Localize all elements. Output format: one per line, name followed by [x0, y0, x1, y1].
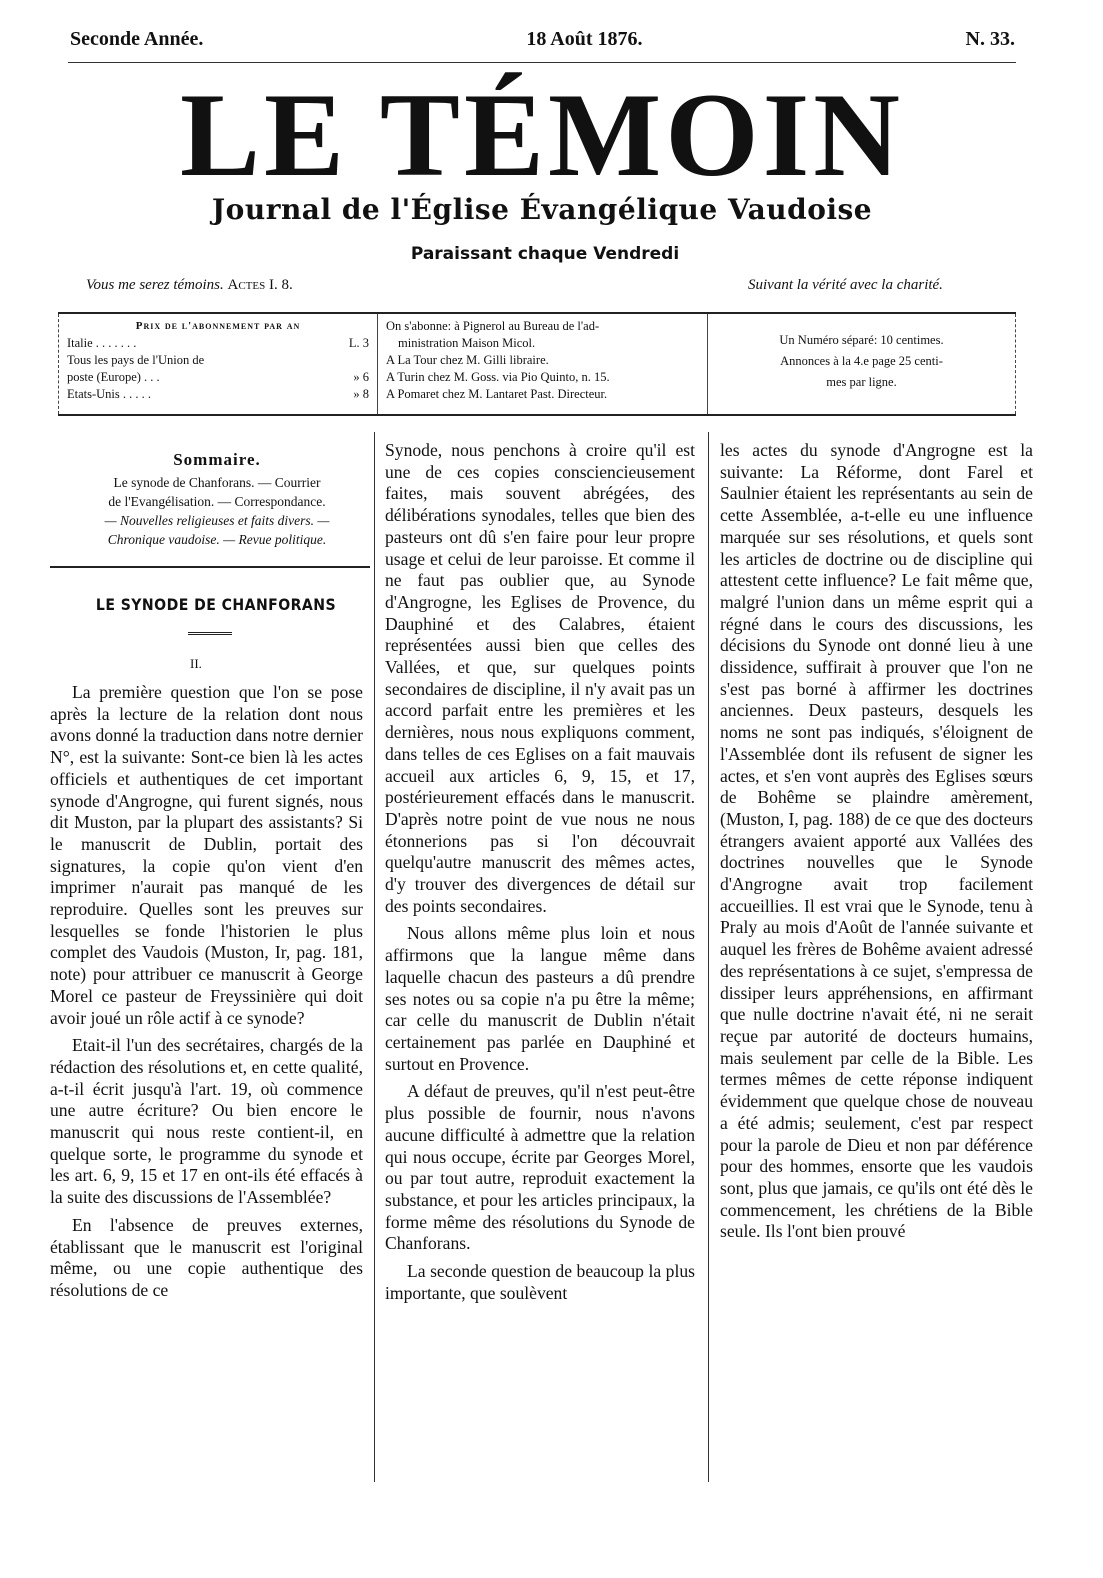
motto-right: Suivant la vérité avec la charité. [748, 277, 943, 293]
summary-heading: Sommaire. [173, 450, 261, 469]
office-line: A Pomaret chez M. Lantaret Past. Directeur. [386, 387, 608, 401]
price-label: Tous les pays de l'Union de [67, 353, 205, 367]
single-issue-price: Un Numéro séparé: 10 centimes. [779, 333, 944, 347]
office-line: ministration Maison Micol. [398, 336, 536, 350]
summary-box [68, 450, 366, 549]
edition-label: Seconde Année. [70, 28, 204, 50]
price-row [67, 386, 369, 403]
price-row [67, 369, 369, 386]
price-label: poste (Europe) . . . [67, 370, 160, 384]
office-line: A Turin chez M. Goss. via Pio Quinto, n. 15. [386, 370, 610, 384]
paragraph: La première question que l'on se pose après la lecture de la relation dont nous avons donné la traduction dans notre dernier N°, est la suivante: Sont-ce bien là les actes officiels et authentiques de cet important synode d'Angrogne, qui furent signés, nous dit Muston, par la plupart des assistants? Si le manuscrit de Dublin, portait des signatures, la copie qu'on vient d'en imprimer n'aurait pas manqué de les reproduire. Quelles sont les preuves sur lesquelles se fonde l'historien le plus complet des Vaudois (Muston, Ir, pag. 181, note) pour attribuer ce manuscrit à George Morel ce pasteur de Freyssinière qui doit avoir joué un rôle actif à ce synode? [50, 682, 363, 1028]
article-column-3 [720, 440, 1033, 1249]
paragraph: A défaut de preuves, qu'il n'est peut-être plus possible de fournir, nous n'avons aucune difficulté à admettre que la relation qui nous occupe, écrite par Georges Morel, ou par tout autre, reproduit exactement la substance, et pour les articles principaux, la forme même des résolutions du Synode de Chanforans. [385, 1081, 695, 1254]
summary-line: Chronique vaudoise. — Revue politique. [107, 532, 327, 547]
price-column [58, 314, 378, 414]
column-divider [374, 432, 375, 1482]
top-header-line [70, 28, 1015, 51]
paragraph: Etait-il l'un des secrétaires, chargés de la rédaction des résolutions et, en cette qualité, a-t-il écrit jusqu'à l'art. 19, où commence une autre écriture? Ou bien encore le manuscrit qui nous reste contient-il, en quelque sorte, le programme du synode et les art. 6, 9, 15 et 17 en ont-ils été effacés à la suite des discussions de l'Assemblée? [50, 1035, 363, 1208]
price-header: Prix de l'abonnement par an [135, 320, 301, 332]
motto-left [86, 277, 293, 294]
publication-frequency: Paraissant chaque Vendredi [410, 244, 680, 264]
price-value: L. 3 [348, 336, 369, 350]
paragraph: Synode, nous penchons à croire qu'il est une de ces copies consciencieusement faites, mais souvent abrégées, des délibérations synodales, telles que bien des pasteurs ont dû s'en faire pour leur propre usage et celui de leur paroisse. Et comme il ne faut pas oublier que, au Synode d'Angrogne, les Eglises de Provence, du Dauphiné et des Calabres, étaient représentées aussi bien que celles des Vallées, et que, sur quelques points secondaires de discipline, il n'y avait pas un accord parfait entre les premières et les dernières, nous nous expliquons comment, dans telles de ces Eglises on a fait mauvais accueil aux articles 6, 9, 15, et 17, postérieurement effacés dans le manuscrit. D'après notre point de vue nous ne nous étonnerions pas si l'on découvrait quelqu'autre manuscrit des mêmes actes, d'y trouver des divergences de détail sur des points secondaires. [385, 440, 695, 916]
price-row [67, 352, 369, 369]
article-column-1 [50, 682, 363, 1308]
summary-rule [50, 566, 370, 568]
offices-column [378, 314, 708, 414]
office-line: A La Tour chez M. Gilli libraire. [386, 353, 549, 367]
summary-line: — Nouvelles religieuses et faits divers. — [104, 513, 330, 528]
header-rule [68, 62, 1016, 63]
office-line: On s'abonne: à Pignerol au Bureau de l'ad- [386, 319, 600, 333]
price-row [67, 335, 369, 352]
newspaper-title: LE TÉMOIN [180, 68, 904, 201]
subscription-box [58, 312, 1016, 416]
price-label: Italie . . . . . . . [67, 336, 137, 350]
article-title: LE SYNODE DE CHANFORANS [95, 595, 337, 614]
paragraph: Nous allons même plus loin et nous affirmons que la langue même dans laquelle chacun des pasteurs a dû prendre ses notes ou sa copie n'a pu être la même; car celle du manuscrit de Dublin n'était certainement pas parlée en Dauphiné et surtout en Provence. [385, 923, 695, 1074]
newspaper-subtitle: Journal de l'Église Évangélique Vaudoise [211, 193, 873, 226]
motto-left-text: Vous me serez témoins. [86, 277, 224, 293]
column-divider [708, 432, 709, 1482]
price-value: » 6 [353, 370, 369, 384]
paragraph: La seconde question de beaucoup la plus importante, que soulèvent [385, 1261, 695, 1303]
price-value: » 8 [353, 387, 369, 401]
issue-date: 18 Août 1876. [526, 28, 643, 50]
motto-left-ref: Actes I. 8. [227, 277, 293, 293]
paragraph: En l'absence de preuves externes, établissant que le manuscrit est l'original même, ou une copie authentique des résolutions de ce [50, 1214, 363, 1300]
ads-rate-line1: Annonces à la 4.e page 25 centi- [780, 354, 943, 368]
paragraph: les actes du synode d'Angrogne est la suivante: La Réforme, dont Farel et Saulnier étaient les représentants au sein de cette Assemblée, a-t-elle eu une influence marquée sur ses résolutions, et quels sont les articles de doctrine ou de discipline qui attestent cette influence? Le fait même que, malgré l'union dans un même esprit qui a régné dans le cours des discussions, les décisions du Synode ont donné lieu à une dissidence, suffirait à prouver que l'on ne s'est pas borné à affirmer les doctrines anciennes. Deux pasteurs, desquels les noms ne sont pas indiqués, s'éloignent de l'Assemblée dont ils refusent de signer les actes, et s'en vont auprès des Eglises sœurs de Bohême se plaindre amèrement, (Muston, I, pag. 188) de ce que des docteurs étrangers avaient apporté aux Vallées des doctrines nouvelles que le Synode d'Angrogne avait trop facilement accueillies. Il est vrai que le Synode, tenu à Praly au mois d'Août de l'année suivante et auquel les frères de Bohême avaient adressé des représentations à ce sujet, s'empressa de dissiper leurs appréhensions, en affirmant que nulle doctrine n'avait été, ni ne serait reçue par autorité de docteurs humains, mais seulement par celle de la Bible. Les termes mêmes de cette réponse indiquent évidemment que quelque chose de nouveau a été admis; seulement, c'est par respect pour la parole de Dieu et non par déférence pour des hommes, ensorte que les vaudois sont, plus que jamais, ce qu'ils ont été dès le commencement, les chrétiens de la Bible seule. Ils l'ont bien prouvé [720, 440, 1033, 1242]
price-label: Etats-Unis . . . . . [67, 387, 152, 401]
rates-column [708, 314, 1016, 414]
summary-line: Le synode de Chanforans. — Courrier [113, 475, 321, 490]
issue-number: N. 33. [965, 28, 1015, 50]
ads-rate-line2: mes par ligne. [826, 375, 897, 389]
article-section-number: II. [190, 656, 202, 671]
summary-line: de l'Evangélisation. — Correspondance. [108, 494, 326, 509]
title-dash [188, 632, 232, 635]
article-column-2 [385, 440, 695, 1310]
